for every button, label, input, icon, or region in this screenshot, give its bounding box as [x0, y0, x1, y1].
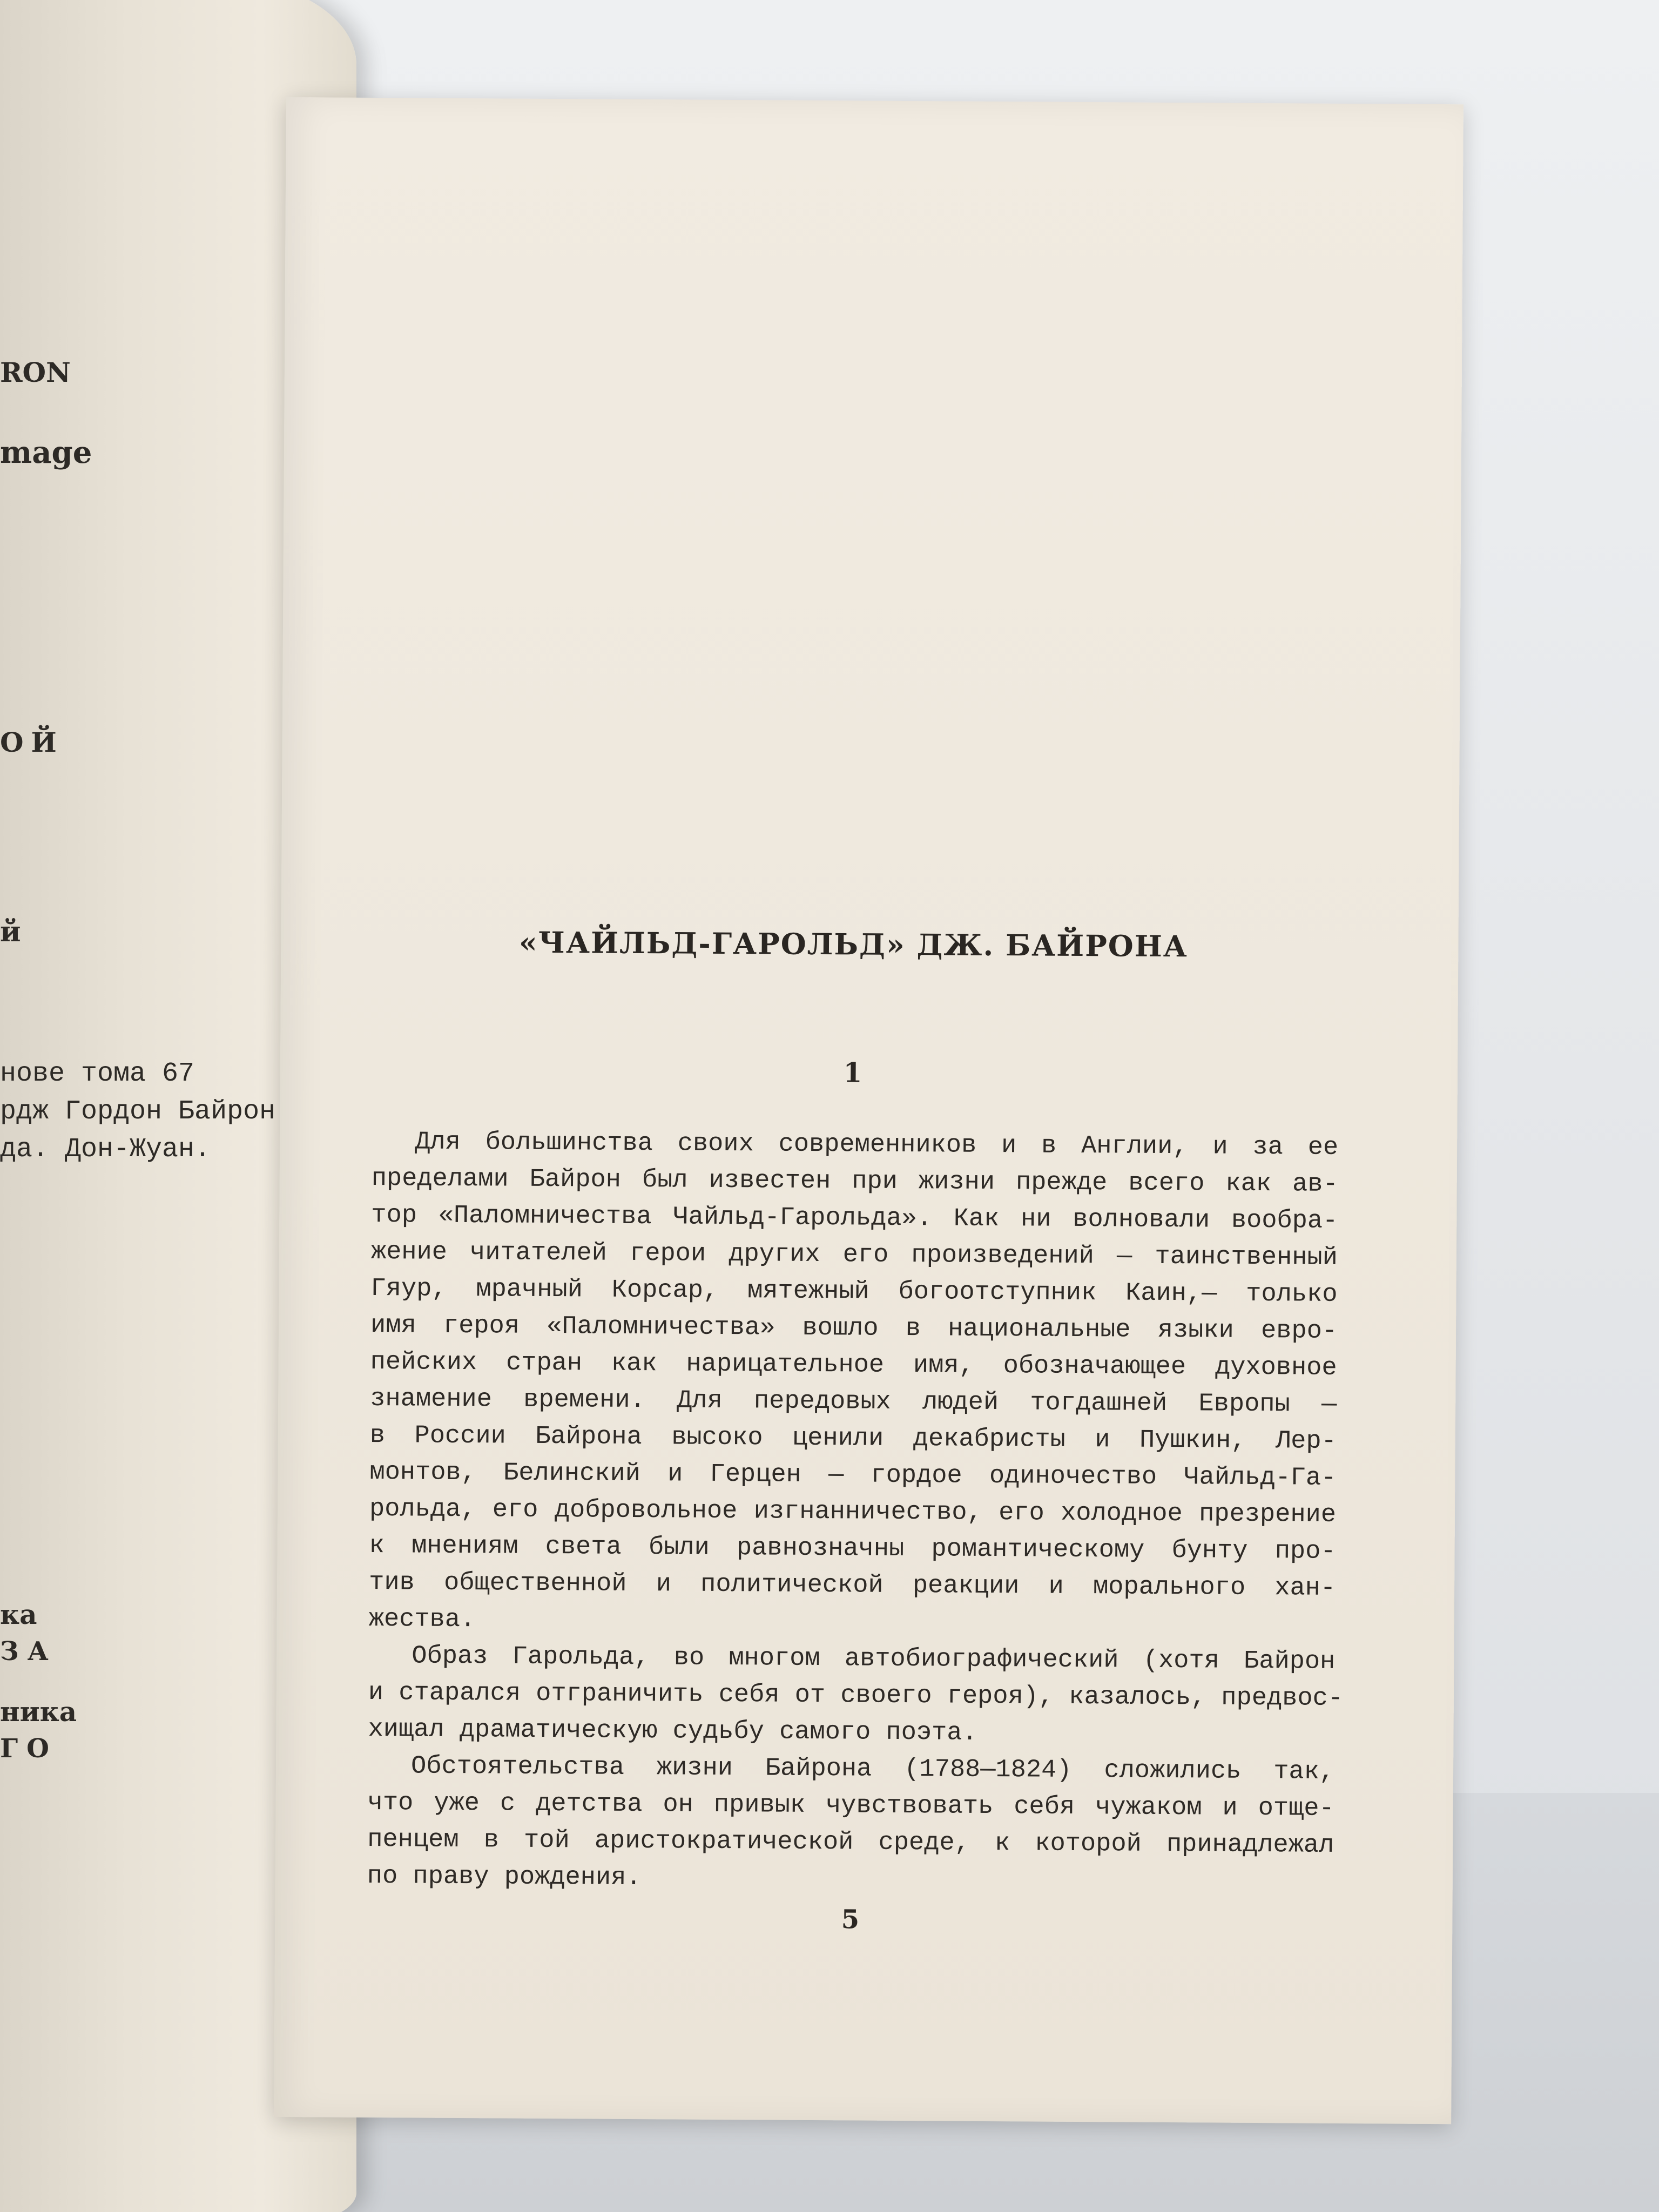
- text-line: Обстоятельства жизни Байрона (1788—1824) сложились так,: [410, 1752, 1335, 1786]
- text-line: жества.: [368, 1604, 476, 1635]
- text-line: имя героя «Паломничества» вошло в национальные языки евро-: [370, 1311, 1338, 1346]
- left-fragment: нове тома 67: [0, 1058, 195, 1089]
- text-line: пейских стран как нарицательное имя, обозначающее духовное: [370, 1347, 1337, 1382]
- left-fragment: RON: [0, 356, 71, 388]
- text-line: по праву рождения.: [367, 1862, 642, 1893]
- left-fragment: ка: [0, 1599, 37, 1630]
- left-fragment: да. Дон-Жуан.: [0, 1134, 211, 1165]
- text-line: Для большинства своих современников и в Англии, и за ее: [415, 1128, 1339, 1162]
- left-fragment: й: [0, 915, 21, 948]
- text-line: жение читателей герои других его произведений — таинственный: [370, 1237, 1338, 1272]
- text-line: хищал драматическую судьбу самого поэта.: [368, 1715, 977, 1748]
- left-fragment: ОЙ: [0, 726, 64, 758]
- text-line: пенцем в той аристократической среде, к которой принадлежал: [367, 1825, 1334, 1860]
- left-fragment: рдж Гордон Байрон: [0, 1096, 276, 1127]
- text-line: пределами Байрон был известен при жизни прежде всего как ав-: [371, 1164, 1338, 1199]
- chapter-title: «ЧАЙЛЬД-ГАРОЛЬД» ДЖ. БАЙРОНА: [518, 925, 1189, 964]
- text-line: знамение времени. Для передовых людей тогдашней Европы —: [370, 1384, 1337, 1419]
- left-fragment: ника: [0, 1696, 77, 1728]
- text-line: к мнениям света были равнозначны романтическому бунту про-: [369, 1531, 1336, 1566]
- text-line: тор «Паломничества Чайльд-Гарольда». Как ни волновали вообра-: [371, 1201, 1338, 1236]
- left-fragment: ЗА: [0, 1636, 57, 1667]
- text-line: в России Байрона высоко ценили декабристы и Пушкин, Лер-: [369, 1421, 1337, 1456]
- text-line: что уже с детства он привык чувствовать себя чужаком и отще-: [367, 1788, 1334, 1823]
- right-page: [274, 97, 1464, 2124]
- left-fragment: ГО: [0, 1734, 58, 1764]
- text-line: тив общественной и политической реакции и морального хан-: [369, 1568, 1336, 1603]
- left-fragment: mage: [0, 435, 92, 470]
- section-number: 1: [843, 1056, 862, 1089]
- text-line: монтов, Белинский и Герцен — гордое одиночество Чайльд-Га-: [369, 1458, 1337, 1493]
- text-line: Гяур, мрачный Корсар, мятежный богоотступник Каин,— только: [370, 1274, 1338, 1309]
- text-line: рольда, его добровольное изгнанничество, его холодное презрение: [369, 1494, 1337, 1529]
- body-text: [367, 1124, 1344, 1901]
- text-line: и старался отграничить себя от своего героя), казалось, предвос-: [368, 1678, 1344, 1714]
- page-number: 5: [841, 1904, 860, 1935]
- text-line: Образ Гарольда, во многом автобиографический (хотя Байрон: [412, 1642, 1336, 1676]
